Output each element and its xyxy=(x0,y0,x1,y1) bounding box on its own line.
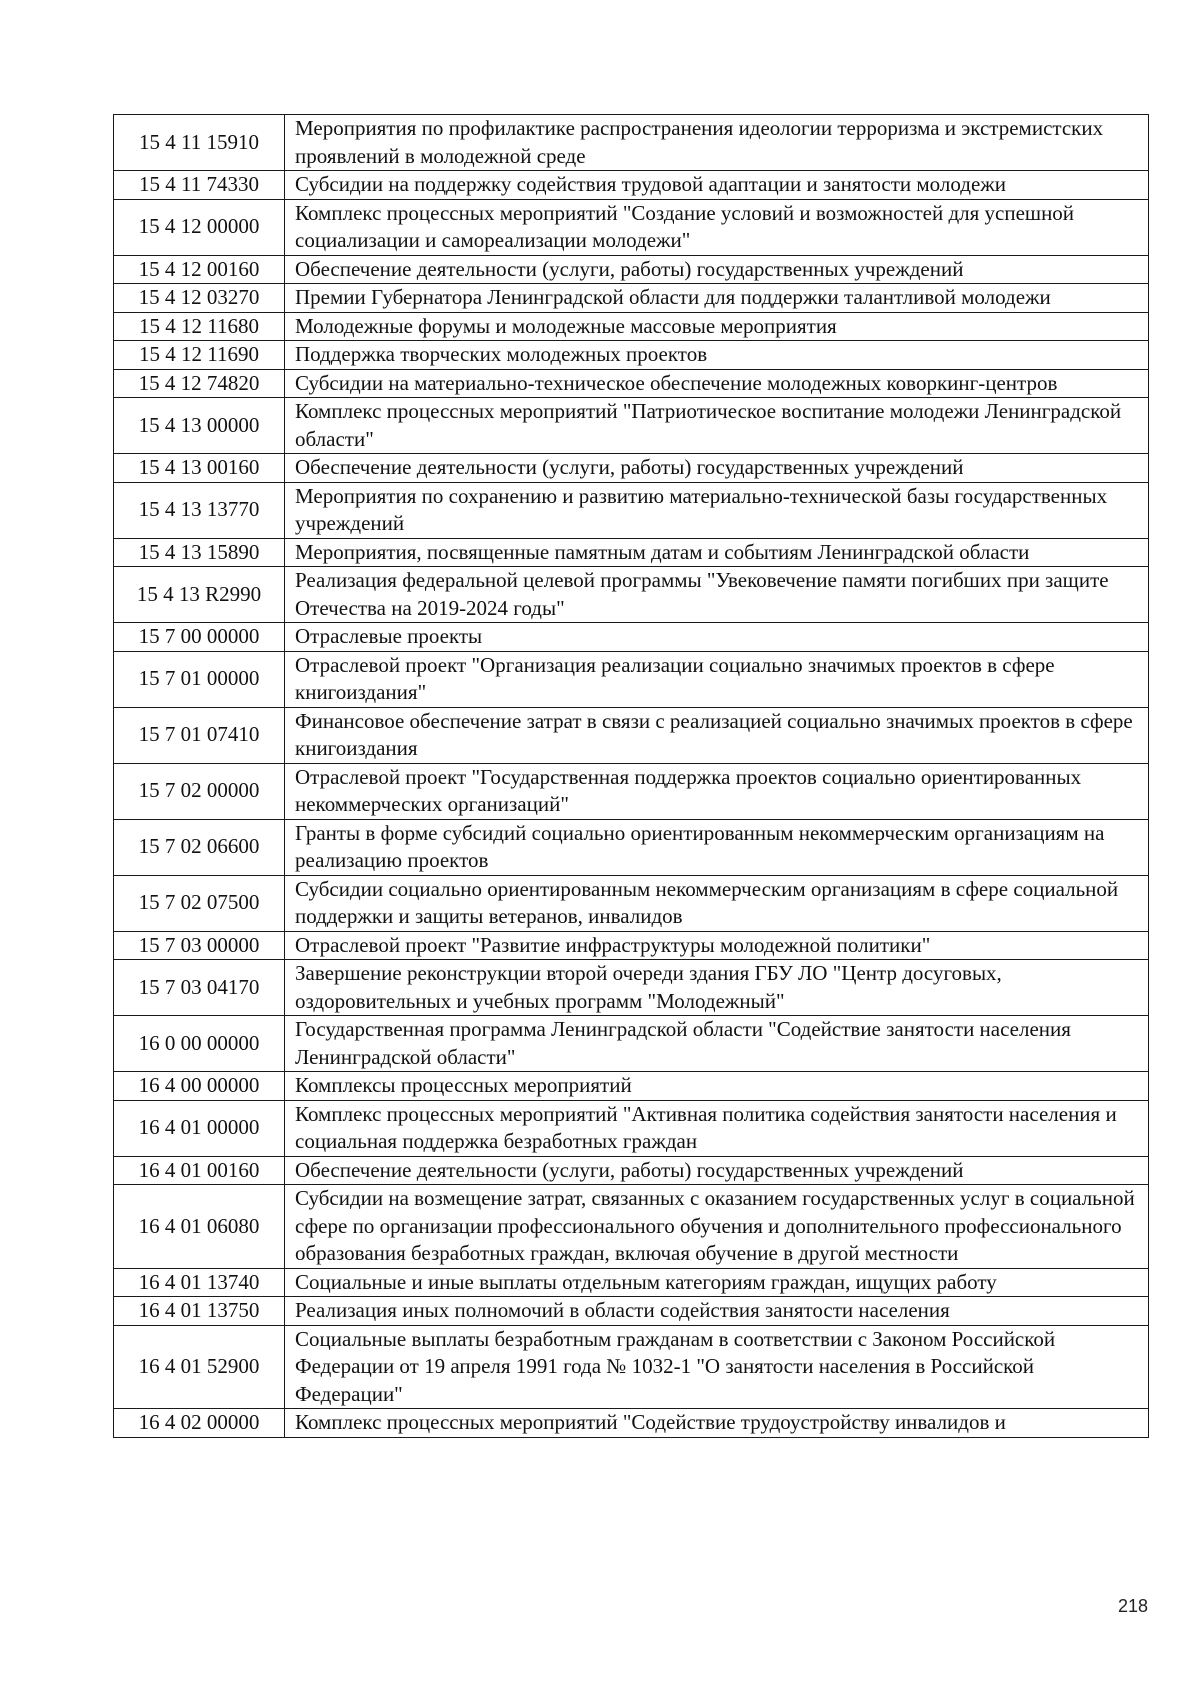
row-code: 15 7 02 07500 xyxy=(114,875,285,931)
row-description: Обеспечение деятельности (услуги, работы) государственных учреждений xyxy=(285,454,1149,483)
row-code: 15 7 03 00000 xyxy=(114,931,285,960)
row-description: Завершение реконструкции второй очереди здания ГБУ ЛО "Центр досуговых, оздоровительных и учебных программ "Молодежный" xyxy=(285,960,1149,1016)
table-row xyxy=(114,567,1149,623)
row-description: Премии Губернатора Ленинградской области для поддержки талантливой молодежи xyxy=(285,284,1149,313)
row-code: 16 4 01 13740 xyxy=(114,1268,285,1297)
table-row xyxy=(114,199,1149,255)
table-row xyxy=(114,255,1149,284)
page-number: 218 xyxy=(1118,1596,1149,1616)
table-row xyxy=(114,1072,1149,1101)
row-description: Государственная программа Ленинградской области "Содействие занятости населения Ленинградской области" xyxy=(285,1016,1149,1072)
table-row xyxy=(114,341,1149,370)
table-row xyxy=(114,931,1149,960)
row-description: Реализация федеральной целевой программы "Увековечение памяти погибших при защите Отечества на 2019-2024 годы" xyxy=(285,567,1149,623)
row-description: Отраслевой проект "Организация реализации социально значимых проектов в сфере книгоиздания" xyxy=(285,651,1149,707)
row-description: Обеспечение деятельности (услуги, работы) государственных учреждений xyxy=(285,255,1149,284)
row-code: 15 4 13 15890 xyxy=(114,538,285,567)
row-description: Субсидии социально ориентированным некоммерческим организациям в сфере социальной поддержки и защиты ветеранов, инвалидов xyxy=(285,875,1149,931)
row-description: Реализация иных полномочий в области содействия занятости населения xyxy=(285,1297,1149,1326)
table-row xyxy=(114,763,1149,819)
table-row xyxy=(114,1297,1149,1326)
row-description: Субсидии на материально-техническое обеспечение молодежных коворкинг-центров xyxy=(285,369,1149,398)
row-code: 15 4 12 11690 xyxy=(114,341,285,370)
row-code: 15 4 12 11680 xyxy=(114,312,285,341)
table-row xyxy=(114,1325,1149,1409)
row-description: Финансовое обеспечение затрат в связи с реализацией социально значимых проектов в сфере книгоиздания xyxy=(285,707,1149,763)
row-code: 16 4 01 13750 xyxy=(114,1297,285,1326)
row-description: Мероприятия по сохранению и развитию материально-технической базы государственных учреждений xyxy=(285,482,1149,538)
table-row xyxy=(114,398,1149,454)
row-description: Мероприятия, посвященные памятным датам и событиям Ленинградской области xyxy=(285,538,1149,567)
row-description: Субсидии на поддержку содействия трудовой адаптации и занятости молодежи xyxy=(285,171,1149,200)
row-description: Отраслевой проект "Государственная поддержка проектов социально ориентированных некоммерческих организаций" xyxy=(285,763,1149,819)
row-code: 15 7 02 06600 xyxy=(114,819,285,875)
row-code: 16 4 01 00000 xyxy=(114,1100,285,1156)
row-description: Комплекс процессных мероприятий "Активная политика содействия занятости населения и социальная поддержка безработных граждан xyxy=(285,1100,1149,1156)
table-row xyxy=(114,875,1149,931)
row-code: 15 4 11 15910 xyxy=(114,115,285,171)
table-row xyxy=(114,819,1149,875)
table-row xyxy=(114,482,1149,538)
table-body xyxy=(114,115,1149,1438)
row-code: 16 0 00 00000 xyxy=(114,1016,285,1072)
row-code: 16 4 00 00000 xyxy=(114,1072,285,1101)
row-code: 15 4 11 74330 xyxy=(114,171,285,200)
row-description: Мероприятия по профилактике распространения идеологии терроризма и экстремистских проявлений в молодежной среде xyxy=(285,115,1149,171)
row-description: Комплекс процессных мероприятий "Патриотическое воспитание молодежи Ленинградской области" xyxy=(285,398,1149,454)
row-description: Молодежные форумы и молодежные массовые мероприятия xyxy=(285,312,1149,341)
row-code: 16 4 01 52900 xyxy=(114,1325,285,1409)
row-code: 15 4 13 13770 xyxy=(114,482,285,538)
table-row xyxy=(114,1156,1149,1185)
row-code: 15 4 13 00160 xyxy=(114,454,285,483)
row-code: 15 7 00 00000 xyxy=(114,623,285,652)
row-description: Социальные и иные выплаты отдельным категориям граждан, ищущих работу xyxy=(285,1268,1149,1297)
table-row xyxy=(114,115,1149,171)
row-description: Гранты в форме субсидий социально ориентированным некоммерческим организациям на реализацию проектов xyxy=(285,819,1149,875)
row-code: 15 4 13 00000 xyxy=(114,398,285,454)
table-row xyxy=(114,171,1149,200)
row-code: 15 4 13 R2990 xyxy=(114,567,285,623)
row-code: 15 7 03 04170 xyxy=(114,960,285,1016)
row-description: Отраслевой проект "Развитие инфраструктуры молодежной политики" xyxy=(285,931,1149,960)
row-description: Поддержка творческих молодежных проектов xyxy=(285,341,1149,370)
table-row xyxy=(114,454,1149,483)
table-row xyxy=(114,312,1149,341)
row-description: Отраслевые проекты xyxy=(285,623,1149,652)
table-row xyxy=(114,1409,1149,1438)
budget-classification-table xyxy=(113,114,1149,1438)
row-code: 15 4 12 00000 xyxy=(114,199,285,255)
table-row xyxy=(114,1100,1149,1156)
row-code: 15 4 12 74820 xyxy=(114,369,285,398)
table-row xyxy=(114,284,1149,313)
row-description: Комплекс процессных мероприятий "Содействие трудоустройству инвалидов и xyxy=(285,1409,1149,1438)
row-description: Комплекс процессных мероприятий "Создание условий и возможностей для успешной социализации и самореализации молодежи" xyxy=(285,199,1149,255)
row-code: 15 4 12 03270 xyxy=(114,284,285,313)
table-row xyxy=(114,1016,1149,1072)
row-code: 15 7 02 00000 xyxy=(114,763,285,819)
row-description: Обеспечение деятельности (услуги, работы) государственных учреждений xyxy=(285,1156,1149,1185)
row-code: 15 4 12 00160 xyxy=(114,255,285,284)
table-row xyxy=(114,369,1149,398)
row-description: Комплексы процессных мероприятий xyxy=(285,1072,1149,1101)
table-row xyxy=(114,1268,1149,1297)
row-code: 15 7 01 07410 xyxy=(114,707,285,763)
row-code: 16 4 02 00000 xyxy=(114,1409,285,1438)
table-row xyxy=(114,960,1149,1016)
table-row xyxy=(114,538,1149,567)
table-row xyxy=(114,651,1149,707)
row-description: Социальные выплаты безработным гражданам в соответствии с Законом Российской Федерации от 19 апреля 1991 года № 1032-1 "О занятости населения в Российской Федерации" xyxy=(285,1325,1149,1409)
table-row xyxy=(114,707,1149,763)
row-code: 15 7 01 00000 xyxy=(114,651,285,707)
row-description: Субсидии на возмещение затрат, связанных с оказанием государственных услуг в социальной сфере по организации профессионального обучения и дополнительного профессионального образования безработных граждан, включая обучение в другой местности xyxy=(285,1185,1149,1269)
table-row xyxy=(114,1185,1149,1269)
table-row xyxy=(114,623,1149,652)
row-code: 16 4 01 00160 xyxy=(114,1156,285,1185)
row-code: 16 4 01 06080 xyxy=(114,1185,285,1269)
